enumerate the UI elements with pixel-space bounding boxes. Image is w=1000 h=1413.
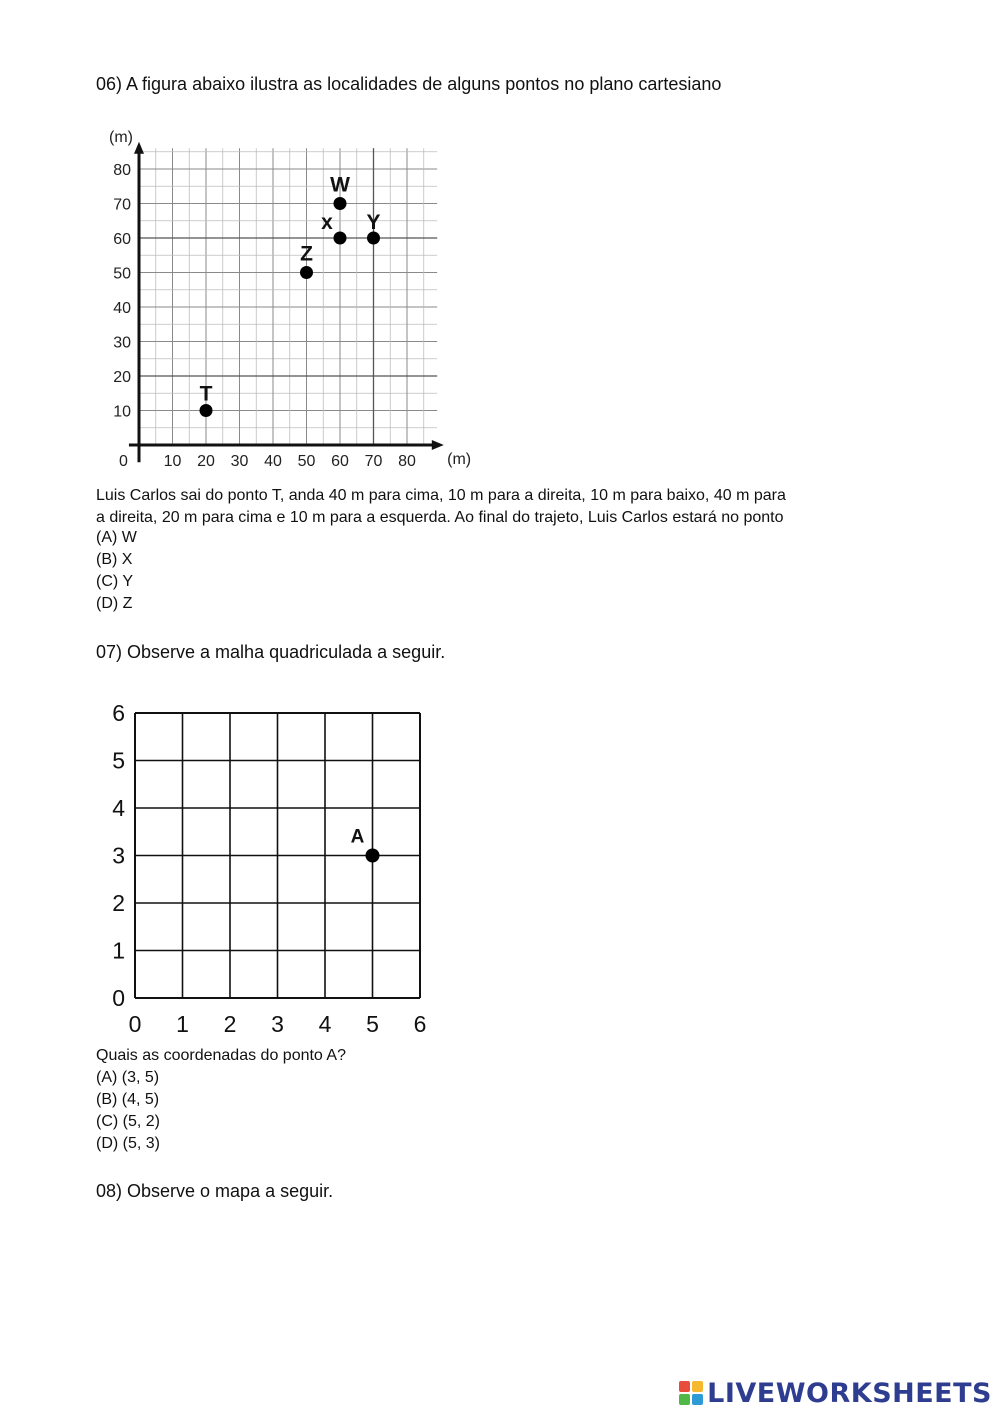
chart2-x-tick-label: 1 xyxy=(176,1011,189,1037)
chart1-x-tick-label: 50 xyxy=(297,453,316,470)
chart2-y-tick-label: 6 xyxy=(112,700,125,726)
chart1-point-z xyxy=(300,266,313,279)
chart2-point-a xyxy=(366,849,380,863)
chart2-x-tick-label: 4 xyxy=(318,1011,332,1037)
q07-question: Quais as coordenadas do ponto A? xyxy=(96,1047,346,1064)
chart2-y-tick-label: 2 xyxy=(112,890,125,916)
chart1-grid xyxy=(139,148,437,445)
logo-square-2 xyxy=(692,1381,703,1392)
chart1-y-axis-arrow xyxy=(134,142,144,154)
q07-title: 07) Observe a malha quadriculada a seguir. xyxy=(96,642,446,662)
q07-option-a[interactable]: (A) (3, 5) xyxy=(96,1069,160,1086)
chart2-x-tick-label: 6 xyxy=(413,1011,427,1037)
chart1-y-tick-label: 60 xyxy=(113,231,131,248)
chart1-x-axis-arrow xyxy=(432,440,444,450)
chart1-point-label: x xyxy=(321,211,333,234)
q06-option-d[interactable]: (D) Z xyxy=(96,595,133,612)
chart1-point-x xyxy=(334,232,347,245)
chart2-x-tick-label: 2 xyxy=(223,1011,237,1037)
chart2-y-tick-label: 0 xyxy=(112,985,125,1011)
chart2-point-label: A xyxy=(350,826,365,848)
liveworksheets-logo[interactable] xyxy=(679,1375,992,1411)
q08-title: 08) Observe o mapa a seguir. xyxy=(96,1181,334,1201)
chart2-points xyxy=(351,827,380,863)
chart1-point-label: T xyxy=(199,382,213,406)
chart2-x-tick-label: 3 xyxy=(271,1011,284,1037)
liveworksheets-wordmark: LIVEWORKSHEETS xyxy=(707,1377,992,1409)
chart2-y-tick-label: 1 xyxy=(112,937,125,964)
q06-option-a[interactable]: (A) W xyxy=(96,529,137,546)
q07-option-d[interactable]: (D) (5, 3) xyxy=(96,1135,160,1152)
chart2-tick-labels xyxy=(112,700,426,1037)
chart1-y-tick-label: 30 xyxy=(113,334,131,352)
q07-option-b[interactable]: (B) (4, 5) xyxy=(96,1091,160,1108)
chart1-axes xyxy=(129,142,444,463)
chart1-x-axis-label: (m) xyxy=(447,451,472,468)
q07-option-c[interactable]: (C) (5, 2) xyxy=(96,1113,160,1130)
chart1-point-label: Z xyxy=(300,242,313,266)
chart-cartesian-plane-m xyxy=(0,0,1000,480)
chart1-tick-labels xyxy=(113,162,416,470)
chart1-x-tick-label: 60 xyxy=(331,453,349,470)
q06-statement-line2: a direita, 20 m para cima e 10 m para a esquerda. Ao final do trajeto, Luis Carlos estará no ponto xyxy=(96,509,784,526)
chart1-y-tick-label: 20 xyxy=(113,369,131,386)
chart2-y-tick-label: 3 xyxy=(112,842,125,869)
chart1-x-tick-label: 40 xyxy=(264,453,282,470)
chart2-x-tick-label: 5 xyxy=(366,1011,379,1037)
chart1-point-t xyxy=(200,404,213,417)
chart1-origin-label: 0 xyxy=(119,453,128,470)
chart1-x-tick-label: 30 xyxy=(230,453,249,470)
logo-square-3 xyxy=(679,1394,690,1405)
chart1-y-tick-label: 40 xyxy=(113,300,131,317)
chart1-point-label: W xyxy=(330,173,350,197)
q06-title: 06) A figura abaixo ilustra as localidades de alguns pontos no plano cartesiano xyxy=(96,74,722,94)
chart2-y-tick-label: 5 xyxy=(112,747,125,774)
logo-square-1 xyxy=(679,1381,690,1392)
chart1-y-tick-label: 10 xyxy=(113,403,131,421)
chart1-x-tick-label: 70 xyxy=(364,453,383,470)
chart1-y-tick-label: 80 xyxy=(113,162,131,179)
chart1-point-label: Y xyxy=(366,211,381,234)
q06-statement-line1: Luis Carlos sai do ponto T, anda 40 m para cima, 10 m para a direita, 10 m para baixo, 40 m para xyxy=(96,487,786,504)
chart2-y-tick-label: 4 xyxy=(112,795,125,821)
chart1-point-w xyxy=(334,197,347,210)
q06-option-c[interactable]: (C) Y xyxy=(96,573,134,590)
chart1-x-tick-label: 20 xyxy=(197,453,215,470)
chart1-x-tick-label: 80 xyxy=(398,453,416,470)
chart-grid-point-a xyxy=(0,660,1000,1045)
chart2-x-tick-label: 0 xyxy=(128,1011,142,1037)
chart1-y-axis-label: (m) xyxy=(109,128,133,146)
chart1-x-tick-label: 10 xyxy=(163,453,182,470)
chart1-y-tick-label: 70 xyxy=(113,196,131,214)
q06-option-b[interactable]: (B) X xyxy=(96,551,133,568)
liveworksheets-logo-icon xyxy=(679,1381,703,1405)
chart1-y-tick-label: 50 xyxy=(113,265,131,283)
logo-square-4 xyxy=(692,1394,703,1405)
